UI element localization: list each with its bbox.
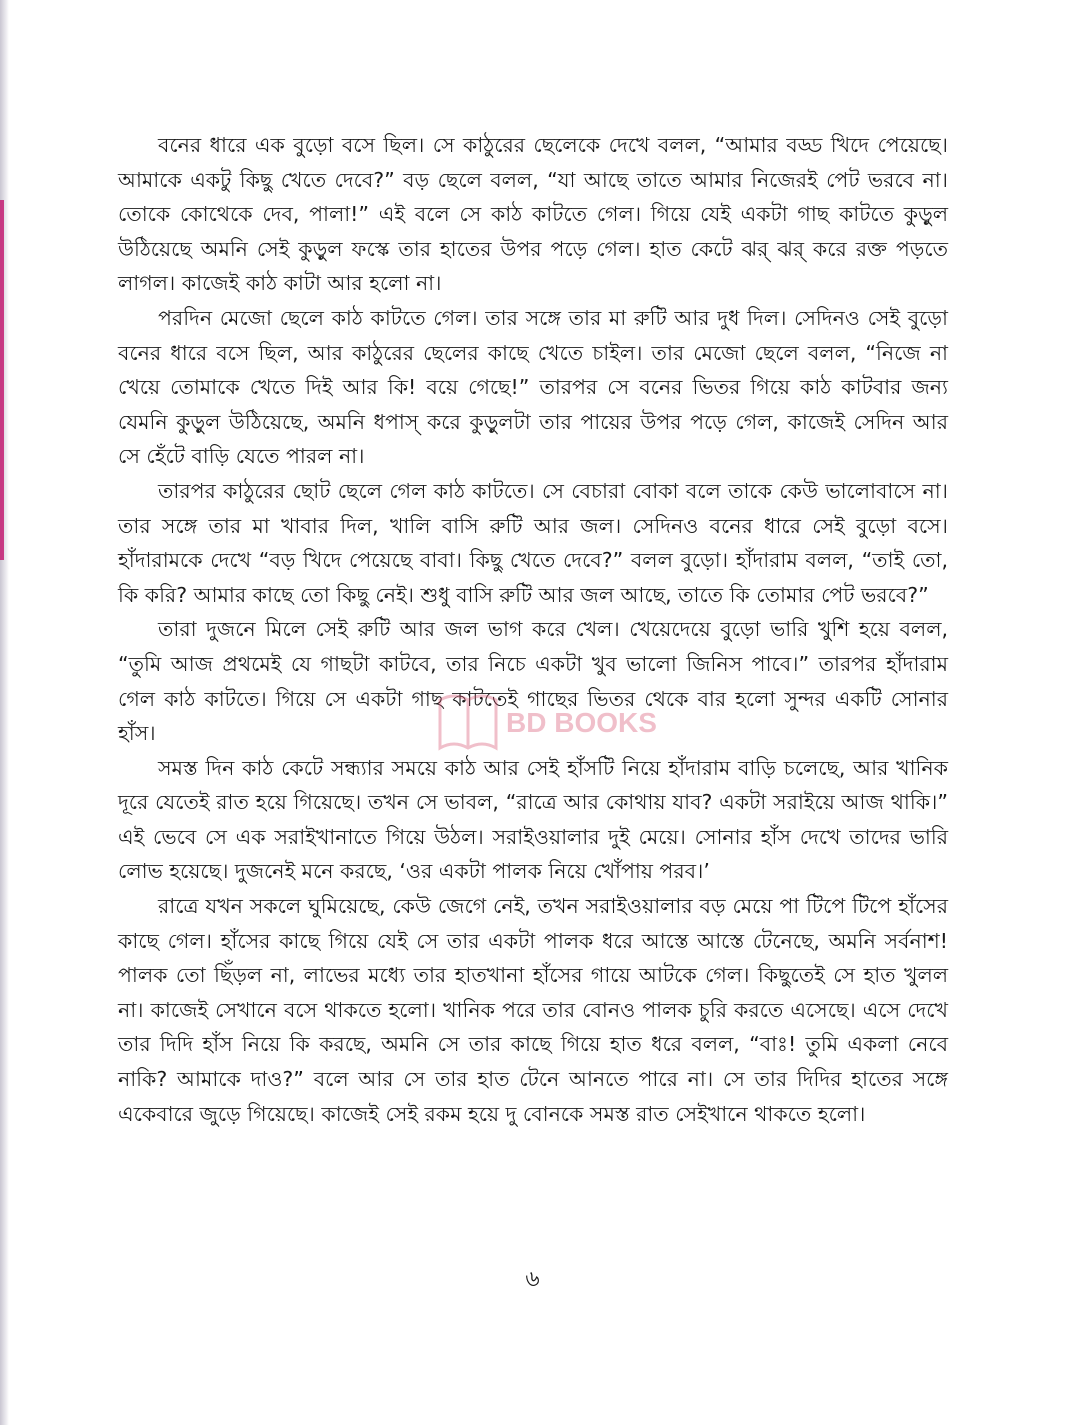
page-edge-accent bbox=[0, 200, 4, 560]
page-number: ৬ bbox=[525, 1267, 540, 1292]
paragraph-4: তারা দুজনে মিলে সেই রুটি আর জল ভাগ করে খেল। খেয়েদেয়ে বুড়ো ভারি খুশি হয়ে বলল, “তুমি আজ প্রথমেই যে গাছটা কাটবে, তার নিচে একটা খুব ভালো জিনিস পাবে।” তারপর হাঁদারাম গেল কাঠ কাটতে। গিয়ে সে একটা গাছ কাটতেই গাছের ভিতর থেকে বার হলো সুন্দর একটি সোনার হাঁস। bbox=[118, 617, 948, 746]
paragraph-2: পরদিন মেজো ছেলে কাঠ কাটতে গেল। তার সঙ্গে তার মা রুটি আর দুধ দিল। সেদিনও সেই বুড়ো বনের ধারে বসে ছিল, আর কাঠুরের ছেলের কাছে খেতে চাইল। তার মেজো ছেলে বলল, “নিজে না খেয়ে তোমাকে খেতে দিই আর কি! বয়ে গেছে!” তারপর সে বনের ভিতর গিয়ে কাঠ কাটবার জন্য যেমনি কুড়ুল উঠিয়েছে, অমনি ধপাস্ করে কুড়ুলটা তার পায়ের উপর পড়ে গেল, কাজেই সেদিন আর সে হেঁটে বাড়ি যেতে পারল না। bbox=[118, 305, 948, 469]
paragraph-5: সমস্ত দিন কাঠ কেটে সন্ধ্যার সময়ে কাঠ আর সেই হাঁসটি নিয়ে হাঁদারাম বাড়ি চলেছে, আর খানিক দূরে যেতেই রাত হয়ে গিয়েছে। তখন সে ভাবল, “রাত্রে আর কোথায় যাব? একটা সরাইয়ে আজ থাকি।” এই ভেবে সে এক সরাইখানাতে গিয়ে উঠল। সরাইওয়ালার দুই মেয়ে। সোনার হাঁস দেখে তাদের ভারি লোভ হয়েছে। দুজনেই মনে করছে, ‘ওর একটা পালক নিয়ে খোঁপায় পরব।’ bbox=[118, 755, 948, 884]
paragraph-1: বনের ধারে এক বুড়ো বসে ছিল। সে কাঠুরের ছেলেকে দেখে বলল, “আমার বড্ড খিদে পেয়েছে। আমাকে একটু কিছু খেতে দেবে?” বড় ছেলে বলল, “যা আছে তাতে আমার নিজেরই পেট ভরবে না। তোকে কোথেকে দেব, পালা!” এই বলে সে কাঠ কাটতে গেল। গিয়ে যেই একটা গাছ কাটতে কুড়ুল উঠিয়েছে অমনি সেই কুড়ুল ফস্কে তার হাতের উপর পড়ে গেল। হাত কেটে ঝর্ ঝর্ করে রক্ত পড়তে লাগল। কাজেই কাঠ কাটা আর হলো না। bbox=[118, 133, 948, 296]
watermark-logo bbox=[430, 688, 660, 763]
watermark-text: BD BOOKS bbox=[506, 707, 657, 738]
story-text bbox=[118, 128, 948, 1131]
paragraph-3: তারপর কাঠুরের ছোট ছেলে গেল কাঠ কাটতে। সে বেচারা বোকা বলে তাকে কেউ ভালোবাসে না। তার সঙ্গে তার মা খাবার দিল, খালি বাসি রুটি আর জল। সেদিনও বনের ধারে সেই বুড়ো বসে। হাঁদারামকে দেখে “বড় খিদে পেয়েছে বাবা। কিছু খেতে দেবে?” বলল বুড়ো। হাঁদারাম বলল, “তাই তো, কি করি? আমার কাছে তো কিছু নেই। শুধু বাসি রুটি আর জল আছে, তাতে কি তোমার পেট ভরবে?” bbox=[118, 478, 948, 607]
paragraph-6: রাত্রে যখন সকলে ঘুমিয়েছে, কেউ জেগে নেই, তখন সরাইওয়ালার বড় মেয়ে পা টিপে টিপে হাঁসের কাছে গেল। হাঁসের কাছে গিয়ে যেই সে তার একটা পালক ধরে আস্তে আস্তে টেনেছে, অমনি সর্বনাশ! পালক তো ছিঁড়ল না, লাভের মধ্যে তার হাতখানা হাঁসের গায়ে আটকে গেল। কিছুতেই সে হাত খুলল না। কাজেই সেখানে বসে থাকতে হলো। খানিক পরে তার বোনও পালক চুরি করতে এসেছে। এসে দেখে তার দিদি হাঁস নিয়ে কি করছে, অমনি সে তার কাছে গিয়ে হাত ধরে বলল, “বাঃ! তুমি একলা নেবে নাকি? আমাকে দাও?” বলে আর সে তার হাত টেনে আনতে পারে না। সে তার দিদির হাতের সঙ্গে একেবারে জুড়ে গিয়েছে। কাজেই সেই রকম হয়ে দু বোনকে সমস্ত রাত সেইখানে থাকতে হলো। bbox=[118, 894, 948, 1126]
